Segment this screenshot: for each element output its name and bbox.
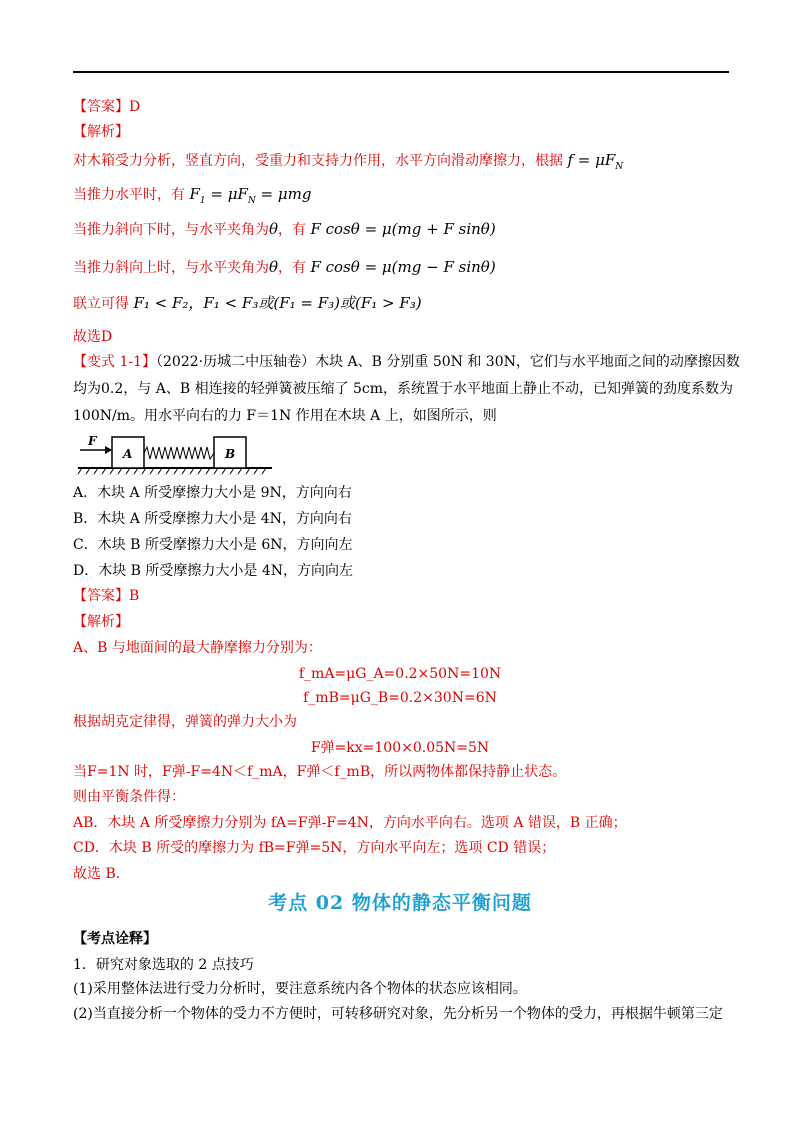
analysis-1-line-4: 当推力斜向上时，与水平夹角为θ，有 F cosθ = μ(mg − F sinθ) (73, 258, 496, 276)
analysis-label-1: 【解析】 (73, 124, 129, 140)
answer-2: 【答案】B (73, 588, 140, 604)
analysis-2-line-2: 根据胡克定律得，弹簧的弹力大小为 (73, 714, 297, 730)
analysis-2-line-1: A、B 与地面间的最大静摩擦力分别为： (73, 640, 322, 656)
analysis-2-line-6: CD．木块 B 所受的摩擦力为 fB=F弹=5N，方向水平向左；选项 CD 错误； (73, 840, 556, 856)
analysis-2-eq-2: f_mB=μG_B=0.2×30N=6N (303, 690, 497, 706)
variant-line-1: 【变式 1-1】（2022·历城二中压轴卷）木块 A、B 分别重 50N 和 30N，它们与水平地面之间的动摩擦因数 (73, 354, 740, 370)
analysis-2-line-3: 当F=1N 时，F弹-F=4N＜f_mA，F弹＜f_mB，所以两物体都保持静止状态。 (73, 764, 567, 780)
analysis-2-line-5: AB．木块 A 所受摩擦力分别为 fA=F弹-F=4N，方向水平向右。选项 A 错误，B 正确； (73, 815, 627, 831)
analysis-1-line-1: 对木箱受力分析，竖直方向，受重力和支持力作用，水平方向滑动摩擦力，根据 $f = \mu F_N$ (73, 151, 624, 172)
variant-tag: 【变式 1-1】 (73, 354, 156, 370)
option-b: B．木块 A 所受摩擦力大小是 4N，方向向右 (73, 511, 352, 527)
variant-line-3: 100N/m。用水平向右的力 F＝1N 作用在木块 A 上，如图所示，则 (73, 408, 497, 424)
label-f: F (88, 434, 97, 448)
analysis-2-line-4: 则由平衡条件得： (73, 789, 185, 805)
analysis-1-line-6: 故选D (73, 329, 113, 345)
explain-line-1: 1．研究对象选取的 2 点技巧 (73, 957, 254, 973)
option-d: D．木块 B 所受摩擦力大小是 4N，方向向左 (73, 563, 354, 579)
label-a: A (123, 447, 133, 461)
formula-f-mu-fn: $f = \mu F_N$ (567, 151, 624, 172)
analysis-2-eq-1: f_mA=μG_A=0.2×50N=10N (298, 666, 502, 682)
formula-horizontal: $F_1 = \mu F_N = \mu mg$ (189, 185, 312, 206)
section-title: 考点 02 物体的静态平衡问题 (268, 892, 532, 914)
option-c: C．木块 B 所受摩擦力大小是 6N，方向向左 (73, 537, 353, 553)
formula-result: F₁ < F₂，F₁ < F₃或(F₁ = F₃)或(F₁ > F₃) (133, 294, 422, 312)
analysis-1-line-2: 当推力水平时，有 $F_1 = \mu F_N = \mu mg$ (73, 185, 312, 206)
label-b: B (225, 447, 236, 461)
formula-upward: F cosθ = μ(mg − F sinθ) (310, 258, 496, 276)
analysis-label-2: 【解析】 (73, 614, 129, 630)
analysis-2-eq-3: F弹=kx=100×0.05N=5N (310, 740, 490, 756)
spring-blocks-figure (76, 433, 276, 475)
explain-line-2: (1)采用整体法进行受力分析时，要注意系统内各个物体的状态应该相同。 (73, 981, 527, 997)
formula-downward: F cosθ = μ(mg + F sinθ) (310, 220, 496, 238)
analysis-2-line-7: 故选 B. (73, 866, 121, 882)
option-a: A．木块 A 所受摩擦力大小是 9N，方向向右 (73, 485, 352, 501)
top-rule (73, 71, 729, 73)
analysis-1-line-5: 联立可得 F₁ < F₂，F₁ < F₃或(F₁ = F₃)或(F₁ > F₃) (73, 294, 422, 312)
analysis-1-line-3: 当推力斜向下时，与水平夹角为θ，有 F cosθ = μ(mg + F sinθ) (73, 220, 496, 238)
variant-line-2: 均为0.2，与 A、B 相连接的轻弹簧被压缩了 5cm，系统置于水平地面上静止不动，已知弹簧的劲度系数为 (73, 381, 734, 397)
explain-line-3: (2)当直接分析一个物体的受力不方便时，可转移研究对象，先分析另一个物体的受力，再根据牛顿第三定 (73, 1006, 723, 1022)
spring (144, 447, 214, 459)
explain-label: 【考点诠释】 (73, 931, 157, 947)
answer-1: 【答案】D (73, 99, 141, 115)
